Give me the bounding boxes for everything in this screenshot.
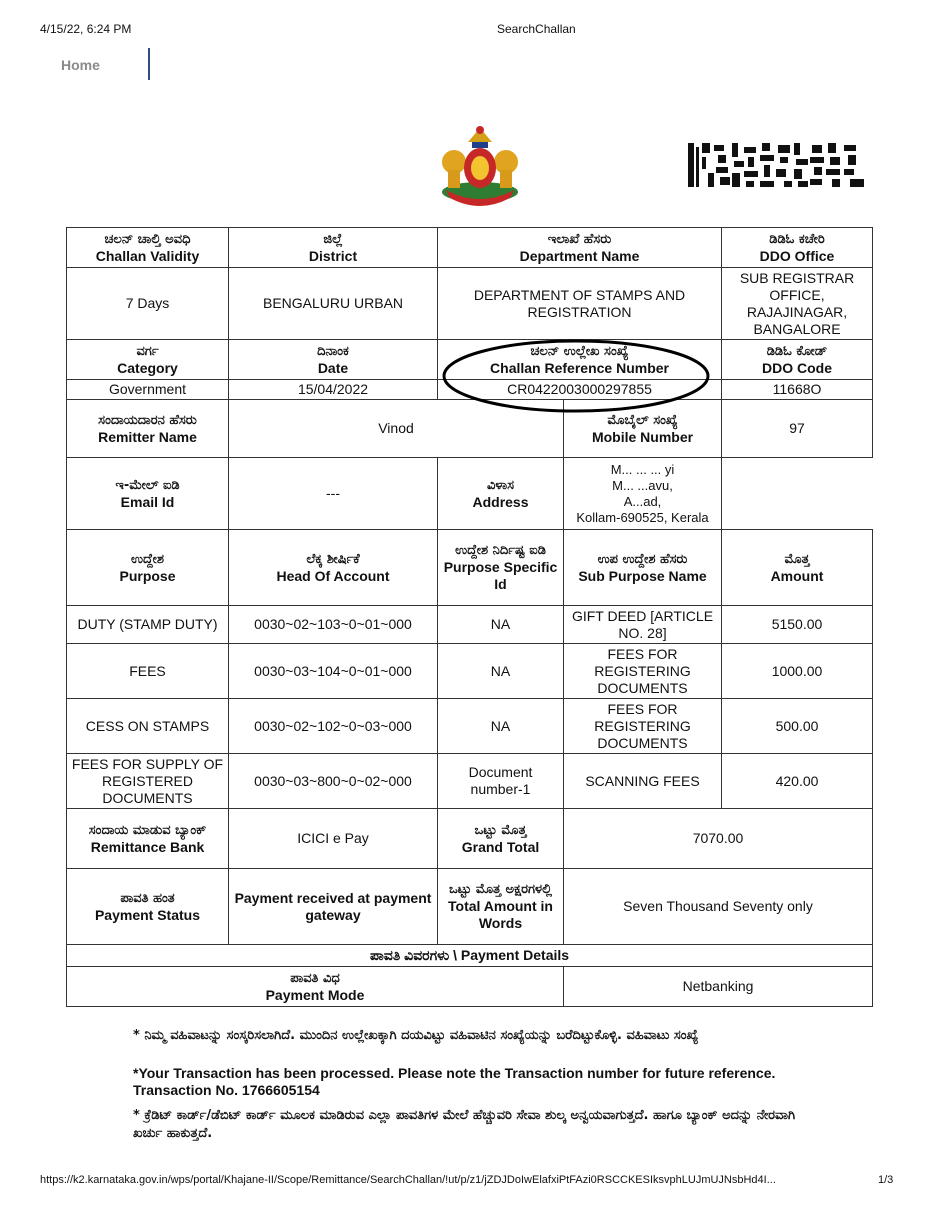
amount-cell: 500.00 <box>722 699 873 754</box>
purpose-cell: FEES <box>67 644 229 699</box>
purpose-cell: FEES FOR SUPPLY OF REGISTERED DOCUMENTS <box>67 754 229 809</box>
bank-value: ICICI e Pay <box>229 809 438 869</box>
print-footer-url: https://k2.karnataka.gov.in/wps/portal/Khajane-II/Scope/Remittance/SearchChallan/!ut/p/z1/jZDJDoIwElafxiPtFAzi0RSCCKESIksvphLUJmUJNsbHd4I... <box>40 1174 776 1186</box>
grand-total-header: ಒಟ್ಟು ಮೊತ್ತ Grand Total <box>438 809 564 869</box>
bank-header: ಸಂದಾಯ ಮಾಡುವ ಬ್ಯಾಂಕ್ Remittance Bank <box>67 809 229 869</box>
amount-cell: 5150.00 <box>722 606 873 644</box>
print-datetime: 4/15/22, 6:24 PM <box>40 22 132 36</box>
payment-details-title: ಪಾವತಿ ವಿವರಗಳು \ Payment Details <box>67 945 873 967</box>
amount-words-header: ಒಟ್ಟು ಮೊತ್ತ ಅಕ್ಷರಗಳಲ್ಲಿ Total Amount in Words <box>438 869 564 945</box>
date-header: ದಿನಾಂಕ Date <box>229 340 438 380</box>
category-value: Government <box>67 380 229 400</box>
print-page-title: SearchChallan <box>497 22 576 36</box>
district-value: BENGALURU URBAN <box>229 268 438 340</box>
purpose-cell: CESS ON STAMPS <box>67 699 229 754</box>
psid-cell: NA <box>438 606 564 644</box>
purpose-specific-id-header: ಉದ್ದೇಶ ನಿರ್ದಿಷ್ಟ ಐಡಿ Purpose Specific Id <box>438 530 564 606</box>
payment-mode-header: ಪಾವತಿ ವಿಧ Payment Mode <box>67 967 564 1007</box>
email-value: --- <box>229 458 438 530</box>
head-cell: 0030~03~104~0~01~000 <box>229 644 438 699</box>
sub-purpose-cell: FEES FOR REGISTERING DOCUMENTS <box>564 699 722 754</box>
mobile-header: ಮೊಬೈಲ್ ಸಂಖ್ಯೆ Mobile Number <box>564 400 722 458</box>
print-footer-page: 1/3 <box>878 1174 894 1186</box>
sub-purpose-cell: FEES FOR REGISTERING DOCUMENTS <box>564 644 722 699</box>
psid-cell: NA <box>438 699 564 754</box>
sub-purpose-cell: GIFT DEED [ARTICLE NO. 28] <box>564 606 722 644</box>
reference-value: CR0422003000297855 <box>438 380 722 400</box>
mobile-value: 97 <box>722 400 873 458</box>
psid-cell: Document number-1 <box>438 754 564 809</box>
table-row <box>67 754 873 809</box>
payment-status-header: ಪಾವತಿ ಹಂತ Payment Status <box>67 869 229 945</box>
payment-status-value: Payment received at payment gateway <box>229 869 438 945</box>
validity-header: ಚಲನ್ ಚಾಲ್ತಿ ಅವಧಿ Challan Validity <box>67 228 229 268</box>
remitter-header: ಸಂದಾಯದಾರನ ಹೆಸರು Remitter Name <box>67 400 229 458</box>
table-row <box>67 699 873 754</box>
amount-cell: 420.00 <box>722 754 873 809</box>
purpose-cell: DUTY (STAMP DUTY) <box>67 606 229 644</box>
sub-purpose-cell: SCANNING FEES <box>564 754 722 809</box>
head-cell: 0030~02~103~0~01~000 <box>229 606 438 644</box>
address-value: M... ... ... yi M... ...avu, A...ad, Kollam-690525, Kerala <box>564 458 722 530</box>
department-header: ಇಲಾಖೆ ಹೆಸರು Department Name <box>438 228 722 268</box>
validity-value: 7 Days <box>67 268 229 340</box>
barcode-icon <box>688 143 864 187</box>
address-header: ವಿಳಾಸ Address <box>438 458 564 530</box>
sub-purpose-header: ಉಪ ಉದ್ದೇಶ ಹೆಸರು Sub Purpose Name <box>564 530 722 606</box>
table-row <box>67 606 873 644</box>
email-header: ಇ-ಮೇಲ್ ಐಡಿ Email Id <box>67 458 229 530</box>
ddo-office-value: SUB REGISTRAR OFFICE, RAJAJINAGAR, BANGALORE <box>722 268 873 340</box>
table-row <box>67 644 873 699</box>
grand-total-value: 7070.00 <box>564 809 873 869</box>
head-of-account-header: ಲೆಕ್ಕ ಶೀರ್ಷಿಕೆ Head Of Account <box>229 530 438 606</box>
purpose-header: ಉದ್ದೇಶ Purpose <box>67 530 229 606</box>
amount-header: ಮೊತ್ತ Amount <box>722 530 873 606</box>
reference-header: ಚಲನ್ ಉಲ್ಲೇಖ ಸಂಖ್ಯೆ Challan Reference Number <box>438 340 722 380</box>
home-link[interactable]: Home <box>61 57 100 73</box>
address-empty-cell <box>722 458 873 530</box>
amount-words-value: Seven Thousand Seventy only <box>564 869 873 945</box>
note-card-surcharge-kannada: * ಕ್ರೆಡಿಟ್ ಕಾರ್ಡ್/ಡೆಬಿಟ್ ಕಾರ್ಡ್ ಮೂಲಕ ಮಾಡಿರುವ ಎಲ್ಲಾ ಪಾವತಿಗಳ ಮೇಲೆ ಹೆಚ್ಚುವರಿ ಸೇವಾ ಶುಲ್ಕ ಅನ್ವಯವಾಗುತ್ತದೆ. ಹಾಗೂ ಬ್ಯಾಂಕ್ ಅದನ್ನು ನೇರವಾಗಿ ಖರ್ಚು ಹಾಕುತ್ತದೆ. <box>133 1108 796 1141</box>
ddo-code-value: 11668O <box>722 380 873 400</box>
note-transaction-english: *Your Transaction has been processed. Please note the Transaction number for future reference. Transaction No. 1766605154 <box>133 1065 776 1098</box>
payment-mode-value: Netbanking <box>564 967 873 1007</box>
district-header: ಜಿಲ್ಲೆ District <box>229 228 438 268</box>
remitter-value: Vinod <box>229 400 564 458</box>
nav-divider <box>148 48 150 80</box>
head-cell: 0030~02~102~0~03~000 <box>229 699 438 754</box>
psid-cell: NA <box>438 644 564 699</box>
head-cell: 0030~03~800~0~02~000 <box>229 754 438 809</box>
amount-cell: 1000.00 <box>722 644 873 699</box>
category-header: ವರ್ಗ Category <box>67 340 229 380</box>
ddo-code-header: ಡಿಡಿಓ ಕೋಡ್ DDO Code <box>722 340 873 380</box>
ddo-office-header: ಡಿಡಿಓ ಕಚೇರಿ DDO Office <box>722 228 873 268</box>
department-value: DEPARTMENT OF STAMPS AND REGISTRATION <box>438 268 722 340</box>
reference-highlight-ring <box>440 337 712 415</box>
date-value: 15/04/2022 <box>229 380 438 400</box>
karnataka-emblem-icon <box>432 118 528 214</box>
note-transaction-kannada: * ನಿಮ್ಮ ವಹಿವಾಟನ್ನು ಸಂಸ್ಕರಿಸಲಾಗಿದೆ. ಮುಂದಿನ ಉಲ್ಲೇಖಕ್ಕಾಗಿ ದಯವಿಟ್ಟು ವಹಿವಾಟಿನ ಸಂಖ್ಯೆಯನ್ನು ಬರೆದಿಟ್ಟುಕೊಳ್ಳಿ. ವಹಿವಾಟು ಸಂಖ್ಯೆ <box>133 1028 699 1043</box>
